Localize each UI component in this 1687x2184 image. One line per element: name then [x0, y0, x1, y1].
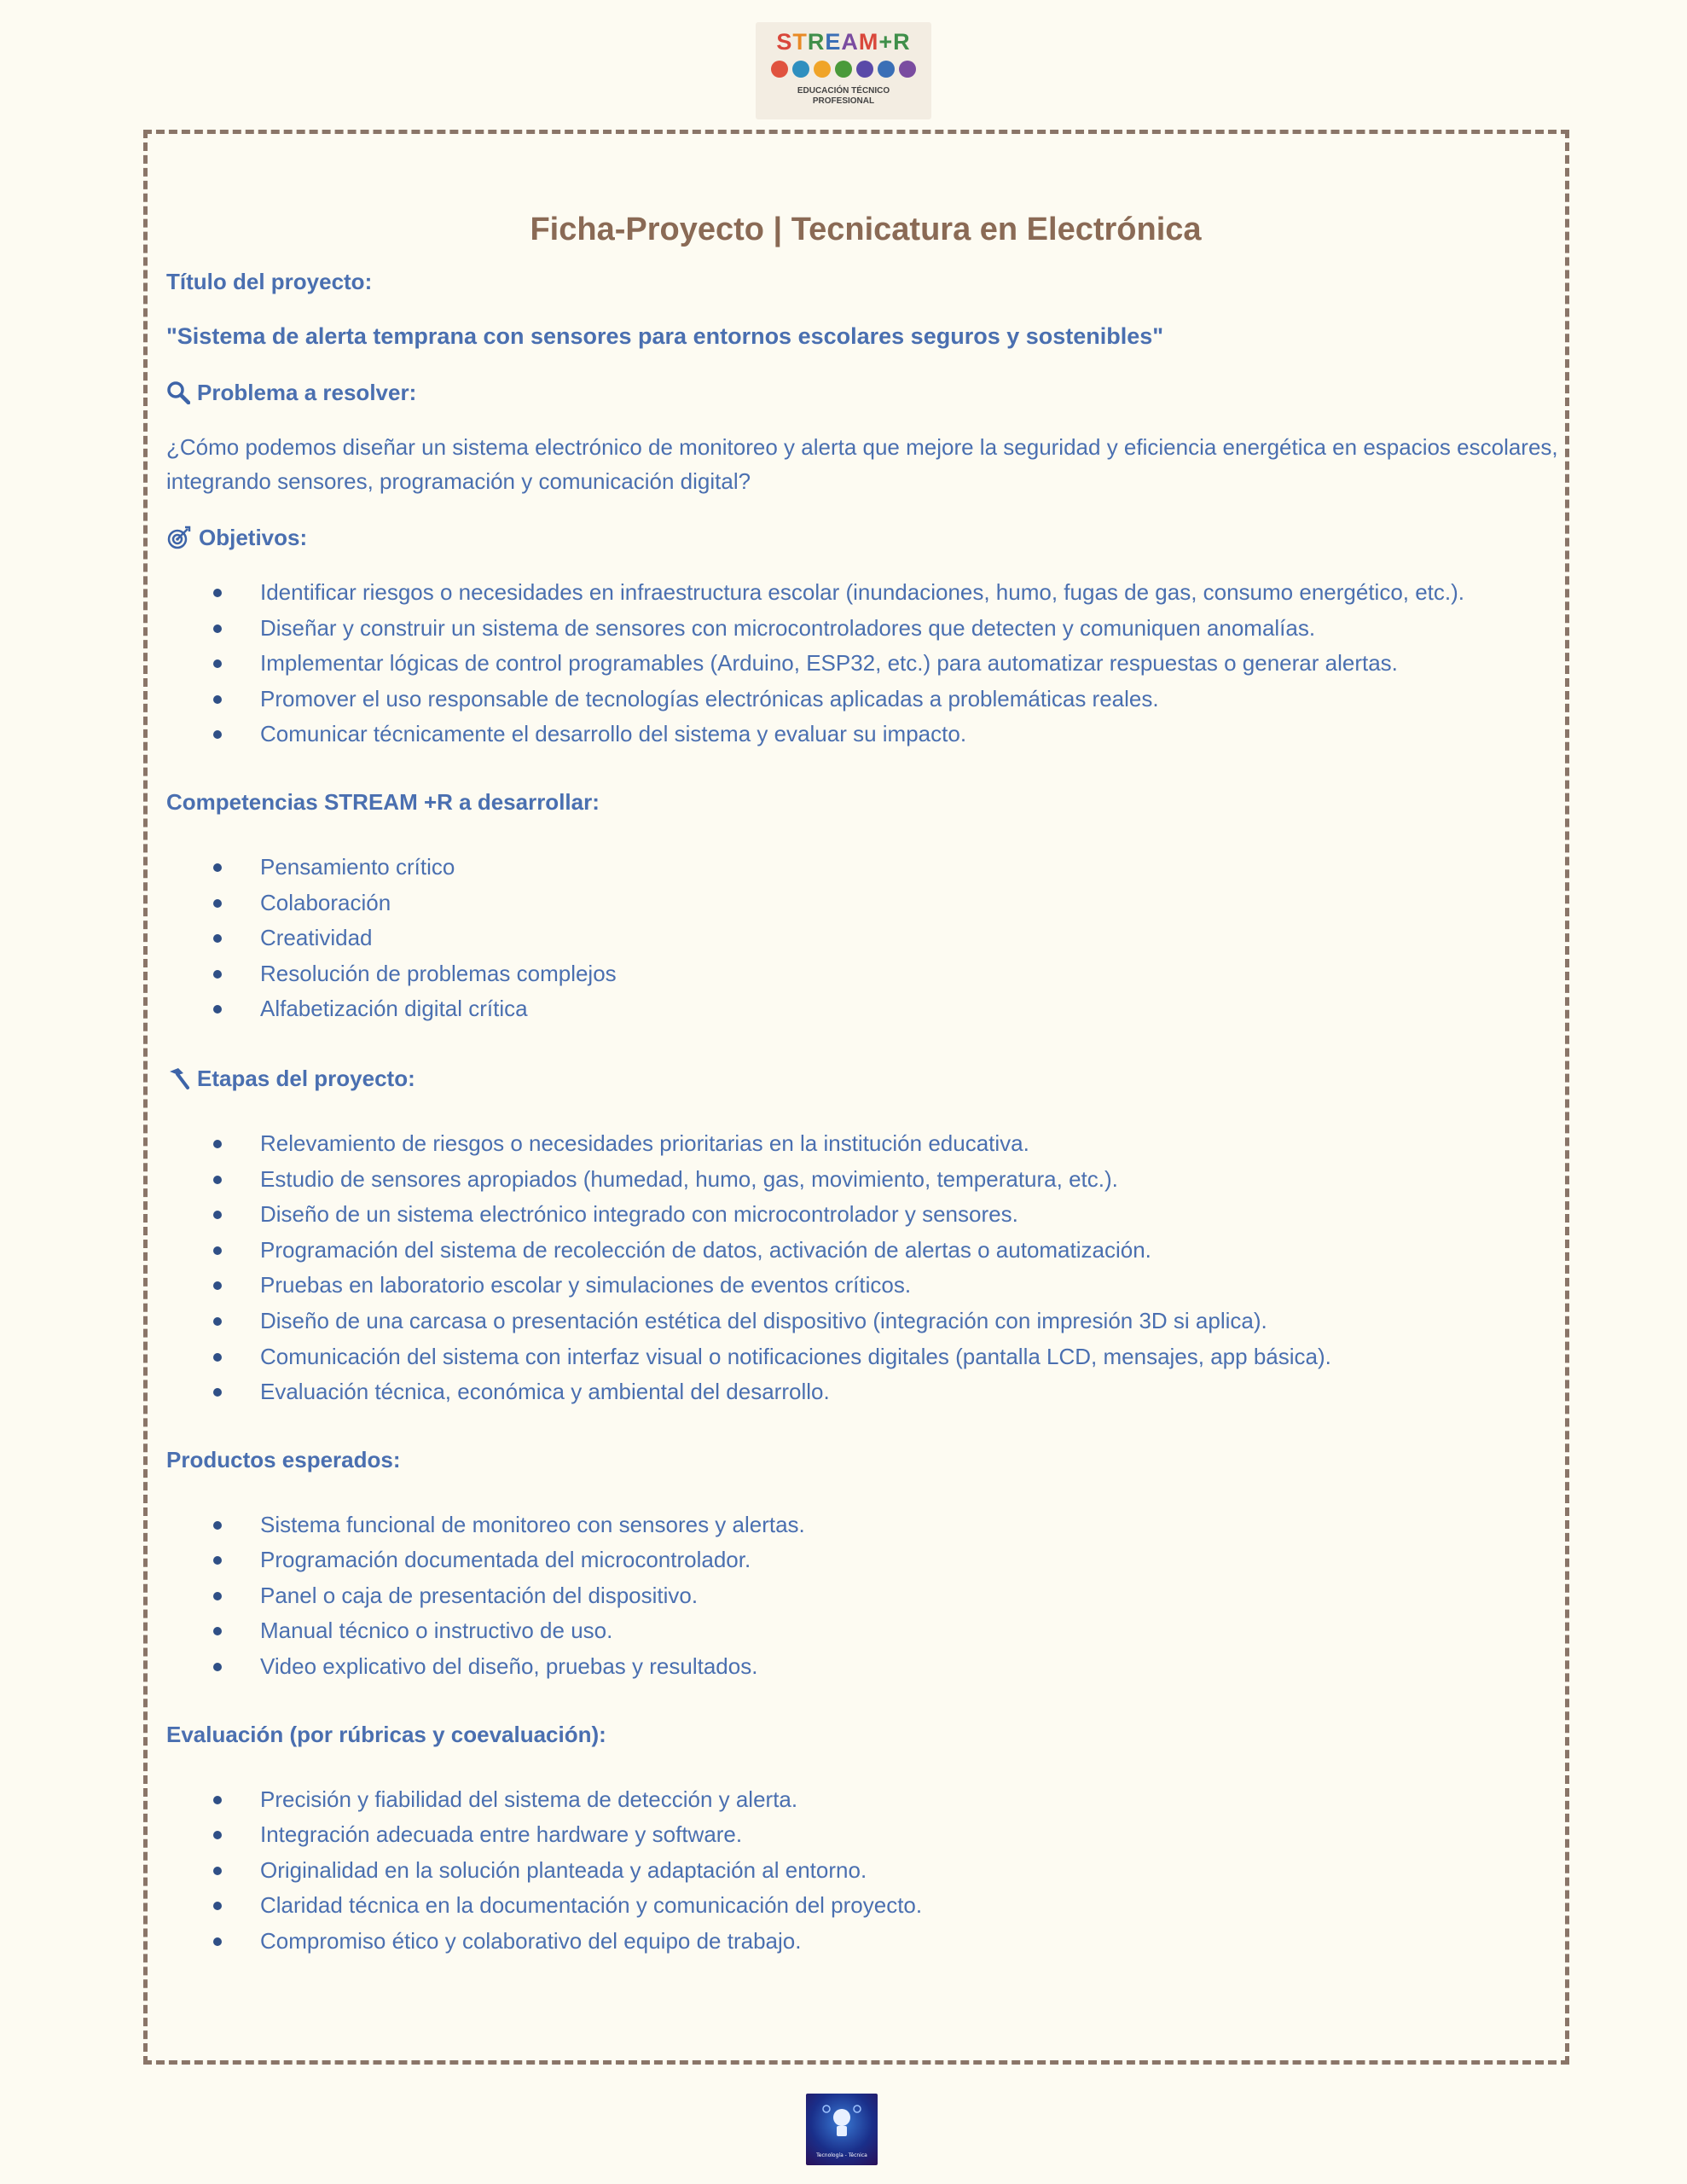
problem-text: ¿Cómo podemos diseñar un sistema electrónico de monitoreo y alerta que mejore la seguridad y eficiencia energética en espacios escolares, integrando sensores, programación y comunicación digital?: [166, 434, 1558, 494]
document-content: [166, 205, 1565, 1960]
competencies-list: [166, 850, 1565, 1027]
list-item: Manual técnico o instructivo de uso.: [213, 1613, 1565, 1649]
products-label: Productos esperados:: [166, 1446, 401, 1472]
list-item: Programación documentada del microcontrolador.: [213, 1542, 1565, 1578]
hammer-icon: [166, 1066, 190, 1090]
robot-icon: [806, 2097, 878, 2148]
problem-label: [166, 377, 1565, 408]
list-item: Compromiso ético y colaborativo del equipo de trabajo.: [213, 1924, 1565, 1960]
list-item: Alfabetización digital crítica: [213, 991, 1565, 1027]
list-item: Precisión y fiabilidad del sistema de detección y alerta.: [213, 1782, 1565, 1818]
robotics-icon: [814, 61, 831, 78]
list-item: Integración adecuada entre hardware y software.: [213, 1817, 1565, 1853]
technology-icon: [792, 61, 809, 78]
stages-list: [166, 1126, 1565, 1410]
list-item: Sistema funcional de monitoreo con sensores y alertas.: [213, 1507, 1565, 1543]
problem-label-text: Problema a resolver:: [197, 380, 417, 405]
arts-icon: [856, 61, 873, 78]
list-item: Pensamiento crítico: [213, 850, 1565, 886]
science-icon: [771, 61, 788, 78]
list-item: Claridad técnica en la documentación y comunicación del proyecto.: [213, 1888, 1565, 1924]
list-item: Pruebas en laboratorio escolar y simulaciones de eventos críticos.: [213, 1268, 1565, 1304]
list-item: Diseño de una carcasa o presentación estética del dispositivo (integración con impresión 3D si aplica).: [213, 1304, 1565, 1339]
list-item: Programación del sistema de recolección de datos, activación de alertas o automatización.: [213, 1233, 1565, 1269]
competencies-label: Competencias STREAM +R a desarrollar:: [166, 788, 600, 815]
list-item: Video explicativo del diseño, pruebas y resultados.: [213, 1649, 1565, 1685]
engineering-icon: [835, 61, 852, 78]
page-title: Ficha-Proyecto | Tecnicatura en Electrónica: [530, 212, 1202, 247]
evaluation-list: [166, 1782, 1565, 1960]
list-item: Panel o caja de presentación del dispositivo.: [213, 1578, 1565, 1614]
list-item: Diseño de un sistema electrónico integrado con microcontrolador y sensores.: [213, 1197, 1565, 1233]
list-item: Relevamiento de riesgos o necesidades prioritarias en la institución educativa.: [213, 1126, 1565, 1162]
objectives-label-text: Objetivos:: [199, 525, 308, 550]
list-item: Evaluación técnica, económica y ambiental del desarrollo.: [213, 1374, 1565, 1410]
objectives-label: [166, 522, 1565, 553]
tecnologia-tecnica-logo: [806, 2094, 878, 2165]
list-item: Identificar riesgos o necesidades en infraestructura escolar (inundaciones, humo, fugas de gas, consumo energético, etc.).: [213, 575, 1565, 611]
stream-r-logo: [756, 22, 931, 119]
list-item: Colaboración: [213, 886, 1565, 921]
evaluation-label: Evaluación (por rúbricas y coevaluación):: [166, 1721, 606, 1747]
footer-logo-caption: Tecnología - Técnica: [816, 2152, 867, 2158]
stages-label-text: Etapas del proyecto:: [197, 1065, 415, 1091]
list-item: Estudio de sensores apropiados (humedad, humo, gas, movimiento, temperatura, etc.).: [213, 1162, 1565, 1198]
list-item: Implementar lógicas de control programables (Arduino, ESP32, etc.) para automatizar respuestas o generar alertas.: [213, 646, 1565, 682]
logo-subtitle: EDUCACIÓN TÉCNICO PROFESIONAL: [797, 86, 890, 106]
list-item: Originalidad en la solución planteada y adaptación al entorno.: [213, 1853, 1565, 1889]
robot-icon: [899, 61, 916, 78]
logo-discipline-icons: [756, 61, 931, 78]
list-item: Resolución de problemas complejos: [213, 956, 1565, 992]
target-icon: [166, 525, 192, 550]
list-item: Comunicación del sistema con interfaz visual o notificaciones digitales (pantalla LCD, mensajes, app básica).: [213, 1339, 1565, 1375]
project-title-label: Título del proyecto:: [166, 269, 373, 294]
list-item: Comunicar técnicamente el desarrollo del sistema y evaluar su impacto.: [213, 717, 1565, 752]
logo-wordmark: STREAM+R: [776, 29, 911, 55]
list-item: Diseñar y construir un sistema de sensores con microcontroladores que detecten y comuniquen anomalías.: [213, 611, 1565, 647]
objectives-list: [166, 575, 1565, 752]
products-list: [166, 1507, 1565, 1685]
list-item: Creatividad: [213, 921, 1565, 956]
list-item: Promover el uso responsable de tecnologías electrónicas aplicadas a problemáticas reales.: [213, 682, 1565, 717]
math-icon: [878, 61, 895, 78]
stages-label: [166, 1063, 1565, 1094]
magnifier-icon: [166, 380, 190, 404]
project-title: "Sistema de alerta temprana con sensores para entornos escolares seguros y sostenibles": [166, 323, 1164, 349]
